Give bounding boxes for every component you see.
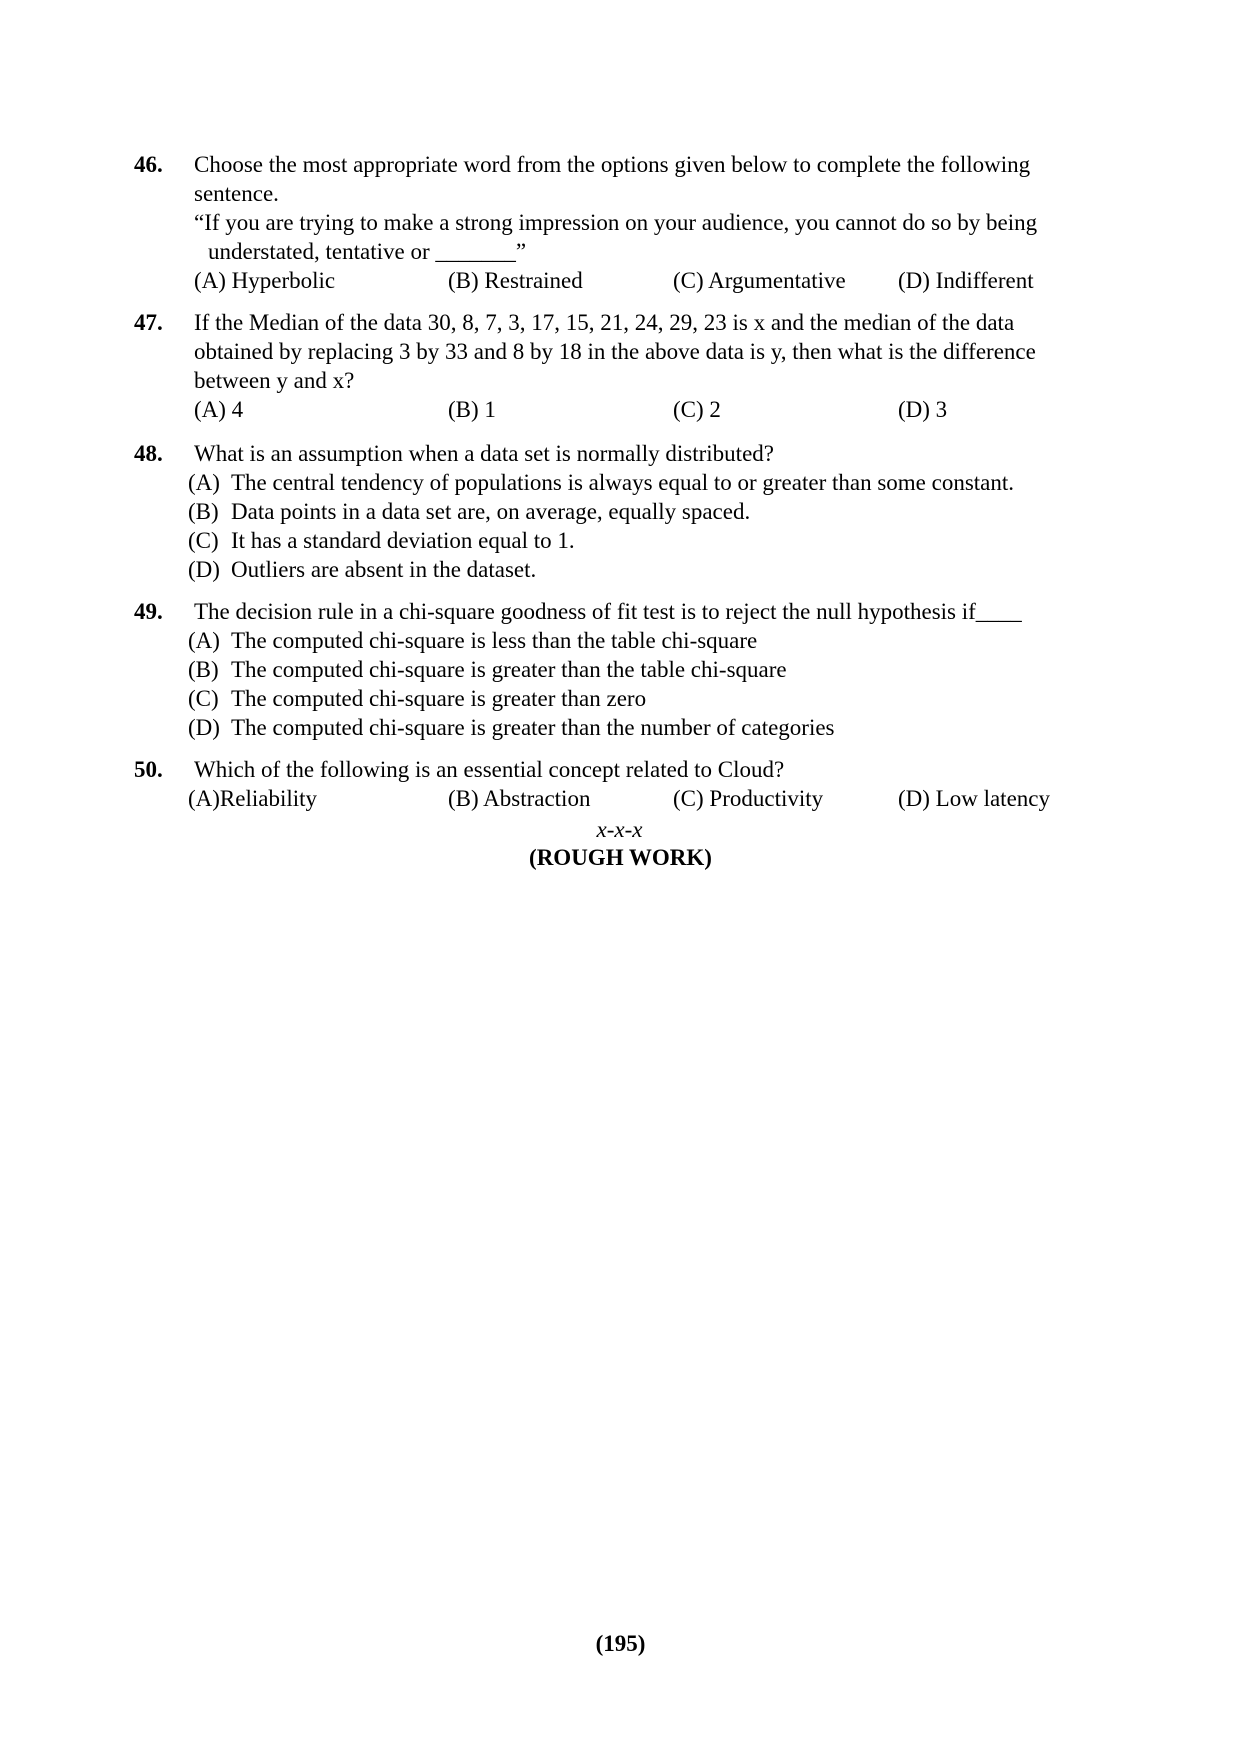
options-row <box>134 395 1094 424</box>
option-letter: (D) <box>188 557 220 582</box>
option-letter: (C) <box>188 686 219 711</box>
option-d[interactable]: (D) 3 <box>898 397 948 422</box>
page-number: (195) <box>595 1631 646 1656</box>
option-b[interactable] <box>188 655 1094 684</box>
option-letter: (D) <box>188 715 220 740</box>
option-text: The computed chi-square is greater than the number of categories <box>231 715 835 740</box>
question-number: 46. <box>134 152 163 177</box>
option-c[interactable] <box>188 684 1094 713</box>
option-letter: (B) <box>188 499 219 524</box>
options-list <box>188 468 1094 584</box>
quote-line: understated, tentative or _______” <box>208 239 527 264</box>
option-b[interactable]: (B) 1 <box>448 397 496 422</box>
option-text: It has a standard deviation equal to 1. <box>231 528 575 553</box>
option-d[interactable]: (D) Low latency <box>898 786 1050 811</box>
options-row <box>134 266 1094 295</box>
option-d[interactable] <box>188 713 1094 742</box>
question-number: 48. <box>134 441 163 466</box>
option-d[interactable] <box>188 555 1094 584</box>
option-text: Outliers are absent in the dataset. <box>231 557 537 582</box>
options-row <box>134 784 1094 813</box>
option-a[interactable]: (A) 4 <box>194 397 244 422</box>
option-letter: (B) <box>188 657 219 682</box>
option-a[interactable]: (A)Reliability <box>188 786 318 811</box>
end-mark: x-x-x <box>596 817 643 842</box>
option-c[interactable] <box>188 526 1094 555</box>
option-a[interactable]: (A) Hyperbolic <box>194 268 336 293</box>
quote-line: “If you are trying to make a strong impression on your audience, you cannot do so by being <box>194 210 1038 235</box>
options-list <box>188 626 1094 742</box>
question-48 <box>134 439 1094 584</box>
option-text: The computed chi-square is greater than the table chi-square <box>231 657 787 682</box>
question-46 <box>134 150 1094 295</box>
option-c[interactable]: (C) Argumentative <box>673 268 846 293</box>
option-letter: (A) <box>188 470 220 495</box>
question-50 <box>134 755 1094 813</box>
option-c[interactable]: (C) 2 <box>673 397 721 422</box>
option-letter: (A) <box>188 628 220 653</box>
option-text: The central tendency of populations is always equal to or greater than some constant. <box>231 470 1015 495</box>
question-text: The decision rule in a chi-square goodness of fit test is to reject the null hypothesis if____ <box>194 599 1022 624</box>
option-a[interactable] <box>188 468 1094 497</box>
option-text: Data points in a data set are, on average, equally spaced. <box>231 499 751 524</box>
question-text: Choose the most appropriate word from the options given below to complete the following sentence. <box>194 152 1031 206</box>
option-b[interactable]: (B) Abstraction <box>448 786 591 811</box>
question-47 <box>134 308 1094 424</box>
question-49 <box>134 597 1094 742</box>
option-text: The computed chi-square is less than the table chi-square <box>231 628 758 653</box>
option-a[interactable] <box>188 626 1094 655</box>
question-number: 50. <box>134 757 163 782</box>
option-b[interactable] <box>188 497 1094 526</box>
question-number: 47. <box>134 310 163 335</box>
option-c[interactable]: (C) Productivity <box>673 786 824 811</box>
rough-work-heading: (ROUGH WORK) <box>529 845 712 870</box>
question-number: 49. <box>134 599 163 624</box>
question-text: Which of the following is an essential concept related to Cloud? <box>194 757 785 782</box>
option-letter: (C) <box>188 528 219 553</box>
question-quote <box>194 208 1094 266</box>
question-text: What is an assumption when a data set is normally distributed? <box>194 441 774 466</box>
option-text: The computed chi-square is greater than zero <box>231 686 647 711</box>
option-b[interactable]: (B) Restrained <box>448 268 583 293</box>
option-d[interactable]: (D) Indifferent <box>898 268 1034 293</box>
question-text: If the Median of the data 30, 8, 7, 3, 17, 15, 21, 24, 29, 23 is x and the median of the data obtained by replacing 3 by 33 and 8 by 18 in the above data is y, then what is the difference between y and x? <box>194 310 1036 393</box>
